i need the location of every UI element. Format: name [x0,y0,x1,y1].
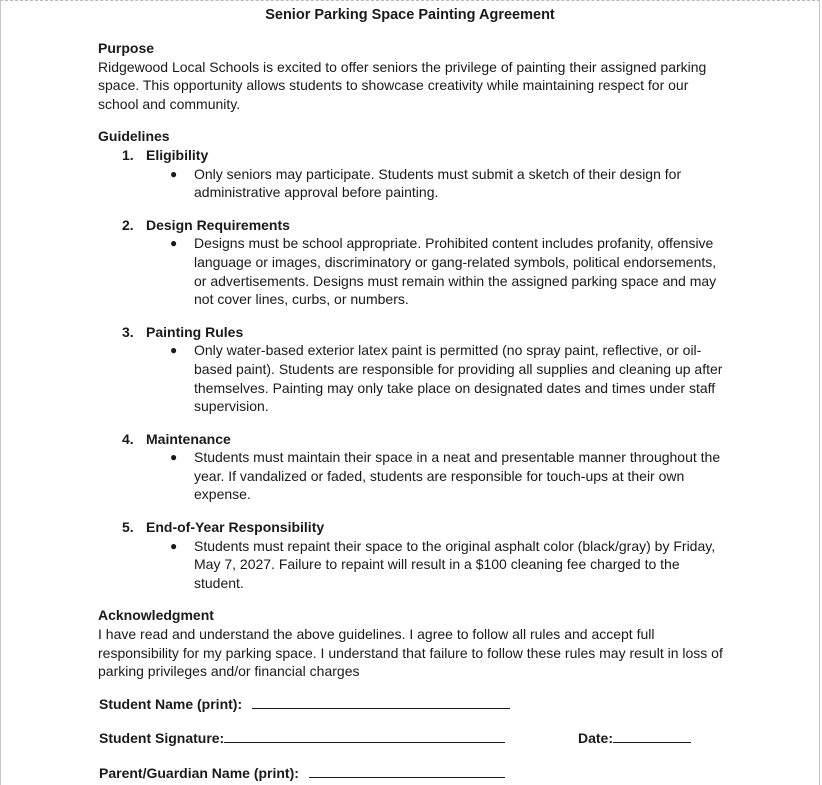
guideline-bullet-text: Designs must be school appropriate. Prohibited content includes profanity, offensive language or images, discriminatory or gang-related symbols, political endorsements, or advertisements. Designs must remain within the assigned parking space and may not cover lines, curbs, or numbers. [194,235,717,308]
guideline-bullet [146,448,728,504]
guideline-title: Maintenance [146,430,231,447]
guideline-title: Painting Rules [146,323,244,340]
guideline-number: 1. [122,146,134,163]
student-signature-label: Student Signature: [99,730,225,746]
bullet-icon: ● [170,450,178,465]
guideline-bullet [146,234,728,308]
bullet-icon: ● [170,166,178,181]
bullet-icon: ● [170,343,178,358]
guideline-item-painting-rules [98,323,728,416]
guideline-item-end-of-year [98,518,728,592]
student-signature-row [99,730,505,746]
guideline-number: 3. [122,323,134,340]
guideline-bullet-text: Students must maintain their space in a neat and presentable manner throughout the year. If vandalized or faded, students are responsible for touch-ups at their own expense. [194,449,721,503]
guideline-item-design-requirements [98,216,728,309]
student-name-label: Student Name (print): [99,696,243,712]
purpose-heading: Purpose [98,40,155,56]
student-name-row [99,696,510,712]
acknowledgment-text: I have read and understand the above guidelines. I agree to follow all rules and accept full responsibility for my parking space. I understand that failure to follow these rules may result in loss of parking privileges and/or financial charges [98,626,723,680]
date-field[interactable] [613,730,691,743]
document-body [98,39,728,681]
guideline-bullet-text: Students must repaint their space to the original asphalt color (black/gray) by Friday, May 7, 2027. Failure to repaint will result in a $100 cleaning fee charged to the student. [194,537,716,591]
bullet-icon: ● [170,538,178,553]
document-title: Senior Parking Space Painting Agreement [265,7,555,23]
acknowledgment-heading: Acknowledgment [98,607,214,624]
guideline-item-eligibility [98,146,728,202]
student-name-field[interactable] [252,696,510,709]
guideline-bullet [146,341,728,415]
date-row [578,730,691,746]
guideline-title: Eligibility [146,146,209,163]
guideline-number: 4. [122,430,134,447]
guideline-number: 5. [122,519,134,536]
guideline-bullet [146,537,728,593]
guideline-number: 2. [122,216,134,233]
parent-name-field[interactable] [309,765,505,778]
guideline-bullet [146,165,728,202]
parent-name-label: Parent/Guardian Name (print): [99,765,299,781]
guidelines-heading: Guidelines [98,128,170,145]
guideline-title: Design Requirements [146,216,290,233]
guidelines-list [98,146,728,592]
purpose-text: Ridgewood Local Schools is excited to offer seniors the privilege of painting their assigned parking space. This opportunity allows students to showcase creativity while maintaining respect for our school and community. [98,58,707,112]
guideline-item-maintenance [98,430,728,504]
parent-name-row [99,765,505,781]
guideline-bullet-text: Only water-based exterior latex paint is permitted (no spray paint, reflective, or oil-based paint). Students are responsible for providing all supplies and cleaning up after themselves. Painting may only take place on designated dates and times under staff supervision. [194,342,723,415]
student-signature-field[interactable] [224,730,505,743]
guideline-bullet-text: Only seniors may participate. Students must submit a sketch of their design for administrative approval before painting. [194,165,682,201]
guideline-title: End-of-Year Responsibility [146,519,325,536]
date-label: Date: [578,730,614,746]
bullet-icon: ● [170,236,178,251]
